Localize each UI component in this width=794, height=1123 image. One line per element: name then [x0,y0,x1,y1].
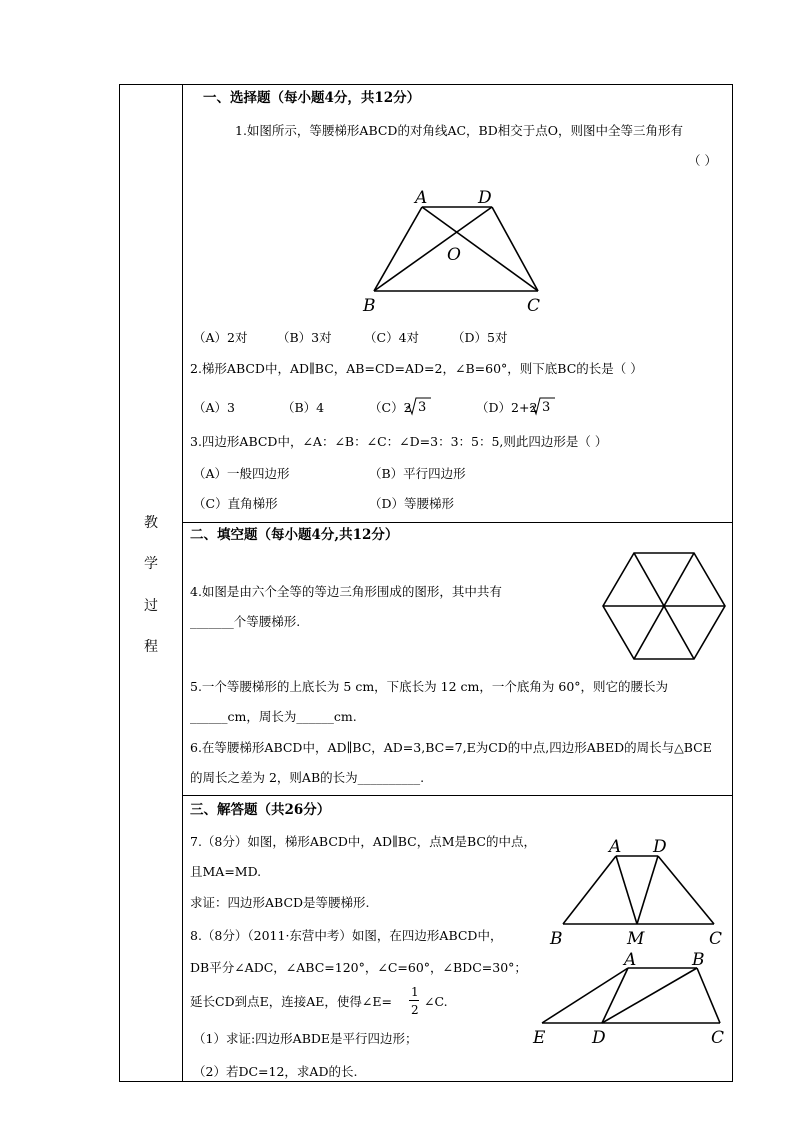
q8-part1: （1）求证:四边形ABDE是平行四边形； [193,1031,418,1046]
q3-option-b: （B）平行四边形 [369,466,466,481]
q1-label-d: D [478,188,492,208]
q1-label-b: B [363,296,376,316]
q7-line1: 7.（8分）如图，梯形ABCD中，AD∥BC，点M是BC的中点， [190,834,536,849]
q5-line1: 5.一个等腰梯形的上底长为 5 cm，下底长为 12 cm，一个底角为 60°，则它的腰长为 [190,679,669,694]
q7-label-a: A [609,837,622,857]
side-label-3: 过 [144,598,158,614]
q3-text: 3.四边形ABCD中，∠A：∠B：∠C：∠D=3：3：5：5,则此四边形是（ ） [190,434,608,449]
q7-label-d: D [653,837,667,857]
q1-answer-bracket: （ ） [688,153,717,168]
q2-sqrt-d: 3 [542,400,551,415]
q2-sqrt-c: 3 [418,400,427,415]
q6-line1: 6.在等腰梯形ABCD中，AD∥BC，AD=3,BC=7,E为CD的中点,四边形ABED的周长与△BCE [190,740,712,755]
q1-option-c: （C）4对 [364,330,420,345]
q8-part2: （2）若DC=12，求AD的长. [193,1064,358,1079]
q3-option-d: （D）等腰梯形 [369,496,455,511]
side-label-1: 教 [144,515,158,531]
q8-line3a: 延长CD到点E，连接AE，使得∠E= [190,994,392,1009]
q8-label-e: E [533,1028,546,1048]
q2-option-a: （A）3 [193,400,235,415]
q5-line2: ______cm，周长为______cm. [190,709,357,724]
q6-line2: 的周长之差为 2，则AB的长为__________. [190,770,425,785]
q8-line1: 8.（8分）（2011·东营中考）如图，在四边形ABCD中， [190,928,503,943]
side-label-2: 学 [144,556,158,572]
q1-option-a: （A）2对 [193,330,248,345]
q7-label-m: M [627,929,645,949]
q1-label-a: A [415,188,428,208]
q8-fraction-numerator: 1 [411,985,419,999]
q8-line3b: ∠C. [424,994,448,1009]
q1-text: 1.如图所示，等腰梯形ABCD的对角线AC，BD相交于点O，则图中全等三角形有 [235,123,684,138]
q8-line2: DB平分∠ADC，∠ABC=120°，∠C=60°，∠BDC=30°； [190,960,527,975]
q4-line1: 4.如图是由六个全等的等边三角形围成的图形，其中共有 [190,584,502,599]
section-heading-solve: 三、解答题（共26分） [190,802,331,818]
q8-label-d: D [592,1028,606,1048]
q7-label-c: C [709,929,723,949]
q4-line2: _______个等腰梯形. [190,614,301,629]
q1-option-b: （B）3对 [277,330,332,345]
section-heading-fill: 二、填空题（每小题4分,共12分） [190,527,399,543]
q7-label-b: B [550,929,563,949]
q7-line3: 求证：四边形ABCD是等腰梯形. [190,895,370,910]
q2-option-b: （B）4 [282,400,325,415]
section-heading-choice: 一、选择题（每小题4分，共12分） [203,90,421,106]
q2-option-c: （C）2 [369,400,412,415]
q8-label-a: A [624,950,637,970]
q8-label-c: C [711,1028,725,1048]
q2-option-d: （D）2+2 [476,400,538,415]
q3-option-a: （A）一般四边形 [193,466,290,481]
q8-fraction-denominator: 2 [411,1003,419,1017]
q1-label-c: C [527,296,541,316]
q2-text: 2.梯形ABCD中，AD∥BC，AB=CD=AD=2，∠B=60°，则下底BC的长是（ ） [190,361,643,376]
q1-label-o: O [447,245,461,265]
q8-label-b: B [692,950,705,970]
q3-option-c: （C）直角梯形 [193,496,278,511]
q7-line2: 且MA=MD. [190,864,262,879]
q1-option-d: （D）5对 [452,330,508,345]
side-label-4: 程 [144,639,158,655]
